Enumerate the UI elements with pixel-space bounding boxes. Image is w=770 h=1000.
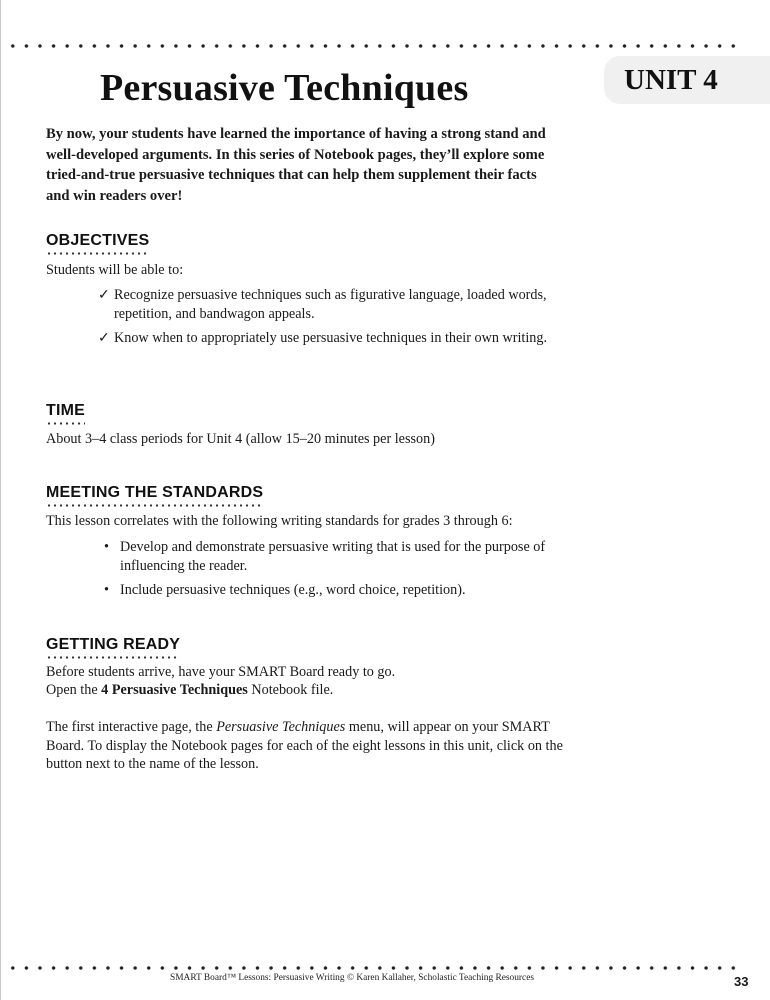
text-segment: menu, will appear on your SMART Board. To display the Notebook pages for each of the eight lessons in this unit, click on the button next to the name of the lesson. <box>46 719 563 772</box>
bullet-icon: • <box>104 539 109 555</box>
objective-text: Know when to appropriately use persuasive techniques in their own writing. <box>114 330 548 346</box>
standard-text: Include persuasive techniques (e.g., word choice, repetition). <box>120 582 466 598</box>
intro-paragraph: By now, your students have learned the importance of having a strong stand and well-developed arguments. In this series of Notebook pages, they’ll explore some tried-and-true persuasive techniques that can help them supplement their facts and win readers over! <box>46 126 546 204</box>
standards-lead: This lesson correlates with the following writing standards for grades 3 through 6: <box>46 513 513 529</box>
check-icon: ✓ <box>98 330 110 346</box>
bottom-dotted-rule <box>6 966 742 970</box>
getting-ready-paragraph <box>46 718 591 774</box>
unit-tab: UNIT 4 <box>604 56 770 104</box>
objectives-list <box>98 286 548 354</box>
notebook-file-name: 4 Persuasive Techniques <box>101 682 248 698</box>
getting-ready-line-2 <box>46 681 333 700</box>
standard-text: Develop and demonstrate persuasive writing that is used for the purpose of influencing the reader. <box>120 539 546 574</box>
objective-text: Recognize persuasive techniques such as figurative language, loaded words, repetition, and bandwagon appeals. <box>114 287 547 322</box>
list-item <box>98 286 548 323</box>
check-icon: ✓ <box>98 287 110 303</box>
standards-heading: MEETING THE STANDARDS <box>46 484 263 510</box>
footer-credit: SMART Board™ Lessons: Persuasive Writing © Karen Kallaher, Scholastic Teaching Resources <box>170 973 535 983</box>
page-number: 33 <box>734 974 749 989</box>
objectives-lead: Students will be able to: <box>46 262 184 278</box>
text-segment: Open the <box>46 682 102 698</box>
getting-ready-heading: GETTING READY <box>46 636 180 662</box>
list-item <box>104 538 554 575</box>
list-item <box>98 329 548 348</box>
bullet-icon: • <box>104 582 109 598</box>
list-item <box>104 581 554 600</box>
objectives-heading: OBJECTIVES <box>46 232 149 258</box>
page-edge <box>0 0 1 1000</box>
menu-name: Persuasive Techniques <box>216 719 346 735</box>
standards-list <box>104 538 554 606</box>
getting-ready-line-1: Before students arrive, have your SMART Board ready to go. <box>46 664 396 680</box>
time-heading: TIME <box>46 402 85 428</box>
text-segment: The first interactive page, the <box>46 719 217 735</box>
top-dotted-rule <box>6 44 742 48</box>
page-title: Persuasive Techniques <box>100 67 469 109</box>
time-text: About 3–4 class periods for Unit 4 (allow 15–20 minutes per lesson) <box>46 431 435 447</box>
text-segment: Notebook file. <box>247 682 334 698</box>
